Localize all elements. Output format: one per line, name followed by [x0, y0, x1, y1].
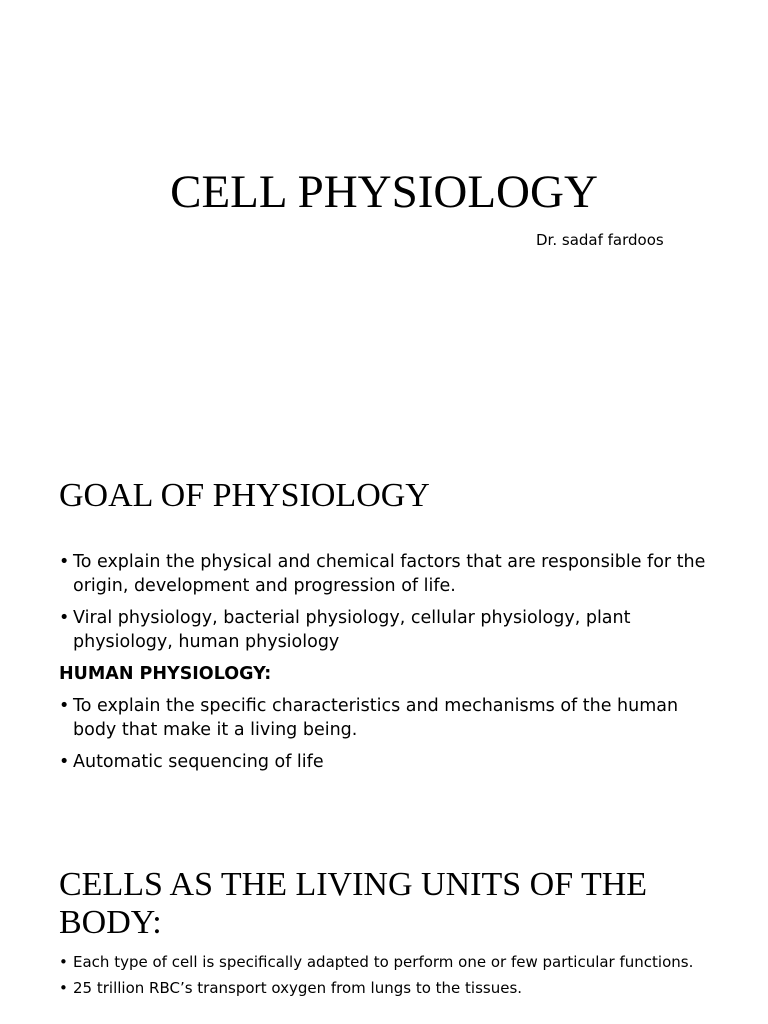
bullet-text: To explain the specific characteristics and mechanisms of the human body that make it a living being. — [73, 696, 679, 740]
cells-slide — [0, 842, 768, 1024]
bullet-item — [59, 978, 699, 998]
bullet-icon: • — [59, 696, 70, 716]
bullet-icon: • — [59, 953, 68, 971]
bullet-icon: • — [59, 752, 70, 772]
bullet-text: 25 trillion RBC’s transport oxygen from lungs to the tissues. — [73, 979, 523, 997]
bullet-text: Each type of cell is specifically adapted to perform one or few particular functions. — [73, 953, 694, 971]
bullet-item — [59, 952, 699, 972]
human-physiology-subheading: HUMAN PHYSIOLOGY: — [59, 664, 272, 684]
bullet-text: Viral physiology, bacterial physiology, cellular physiology, plant physiology, human physiology — [73, 608, 631, 652]
bullet-item — [59, 606, 709, 654]
bullet-item — [59, 694, 709, 742]
bullet-item — [59, 550, 709, 598]
slide-subtitle-author: Dr. sadaf fardoos — [536, 231, 664, 249]
bullet-icon: • — [59, 552, 70, 572]
slide-body — [59, 550, 709, 782]
bullet-icon: • — [59, 608, 70, 628]
title-slide — [0, 0, 768, 432]
bullet-icon: • — [59, 979, 68, 997]
bullet-item — [59, 750, 709, 774]
goal-slide — [0, 432, 768, 842]
slide-title: CELL PHYSIOLOGY — [170, 166, 598, 218]
bullet-text: Automatic sequencing of life — [73, 752, 324, 772]
slide-heading: CELLS AS THE LIVING UNITS OF THE BODY: — [59, 866, 648, 941]
slide-heading: GOAL OF PHYSIOLOGY — [59, 477, 430, 514]
bullet-text: To explain the physical and chemical factors that are responsible for the origin, development and progression of life. — [73, 552, 706, 596]
slide-body — [59, 952, 699, 1004]
